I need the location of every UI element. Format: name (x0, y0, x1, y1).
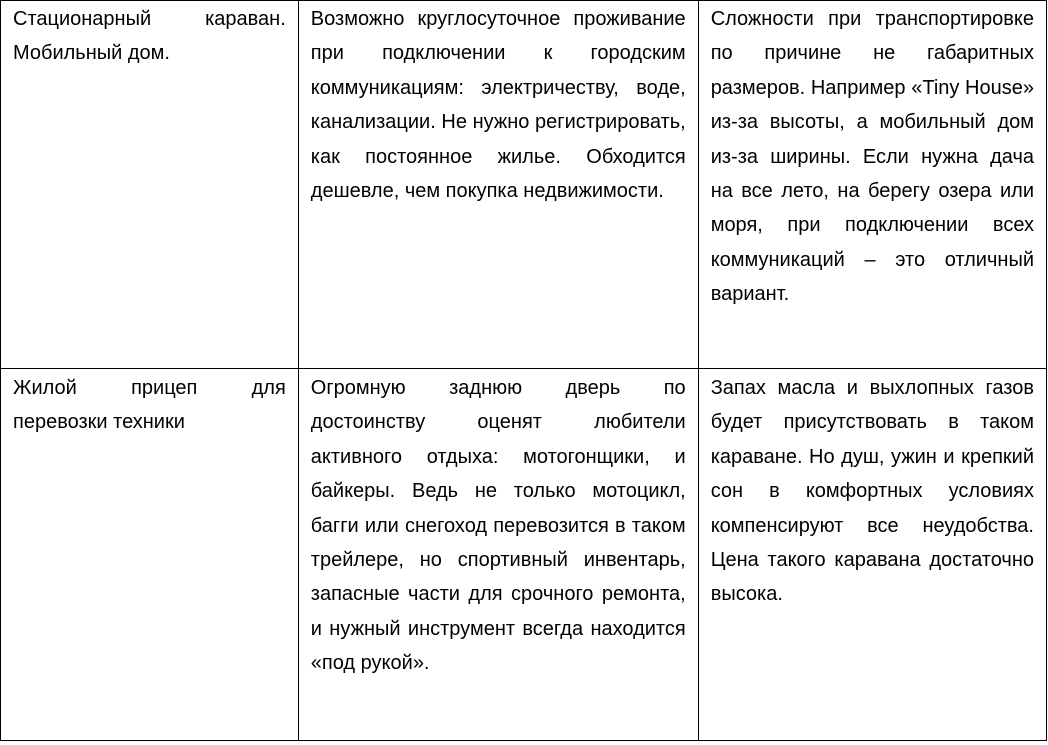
table-row (1, 369, 1047, 741)
cell-text: Жилой прицеп для перевозки техники (13, 377, 286, 434)
table-cell-advantages (298, 1, 698, 369)
table-row (1, 1, 1047, 369)
table-cell-advantages (298, 369, 698, 741)
table-cell-type (1, 369, 299, 741)
cell-text: Сложности при транспортировке по причине не габаритных размеров. Например «Tiny House» из-за высоты, а мобильный дом из-за ширины. Если нужна дача на все лето, на берегу озера или моря, при подключении всех коммуникаций – это отличный вариант. (710, 8, 1034, 306)
cell-text: Стационарный караван. Мобильный дом. (13, 8, 286, 65)
cell-text: Огромную заднюю дверь по достоинству оценят любители активного отдыха: мотогонщики, и байкеры. Ведь не только мотоцикл, багги или снегоход перевозится в таком трейлере, но спортивный инвентарь, запасные части для срочного ремонта, и нужный инструмент всегда находится «под рукой». (310, 377, 686, 675)
table-cell-type (1, 1, 299, 369)
cell-text: Запах масла и выхлопных газов будет присутствовать в таком караване. Но душ, ужин и крепкий сон в комфортных условиях компенсируют все неудобства. Цена такого каравана достаточно высока. (710, 377, 1034, 606)
table-cell-disadvantages (698, 369, 1046, 741)
table-cell-disadvantages (698, 1, 1046, 369)
cell-text: Возможно круглосуточное проживание при подключении к городским коммуникациям: электричеству, воде, канализации. Не нужно регистрировать, как постоянное жилье. Обходится дешевле, чем покупка недвижимости. (310, 8, 686, 203)
